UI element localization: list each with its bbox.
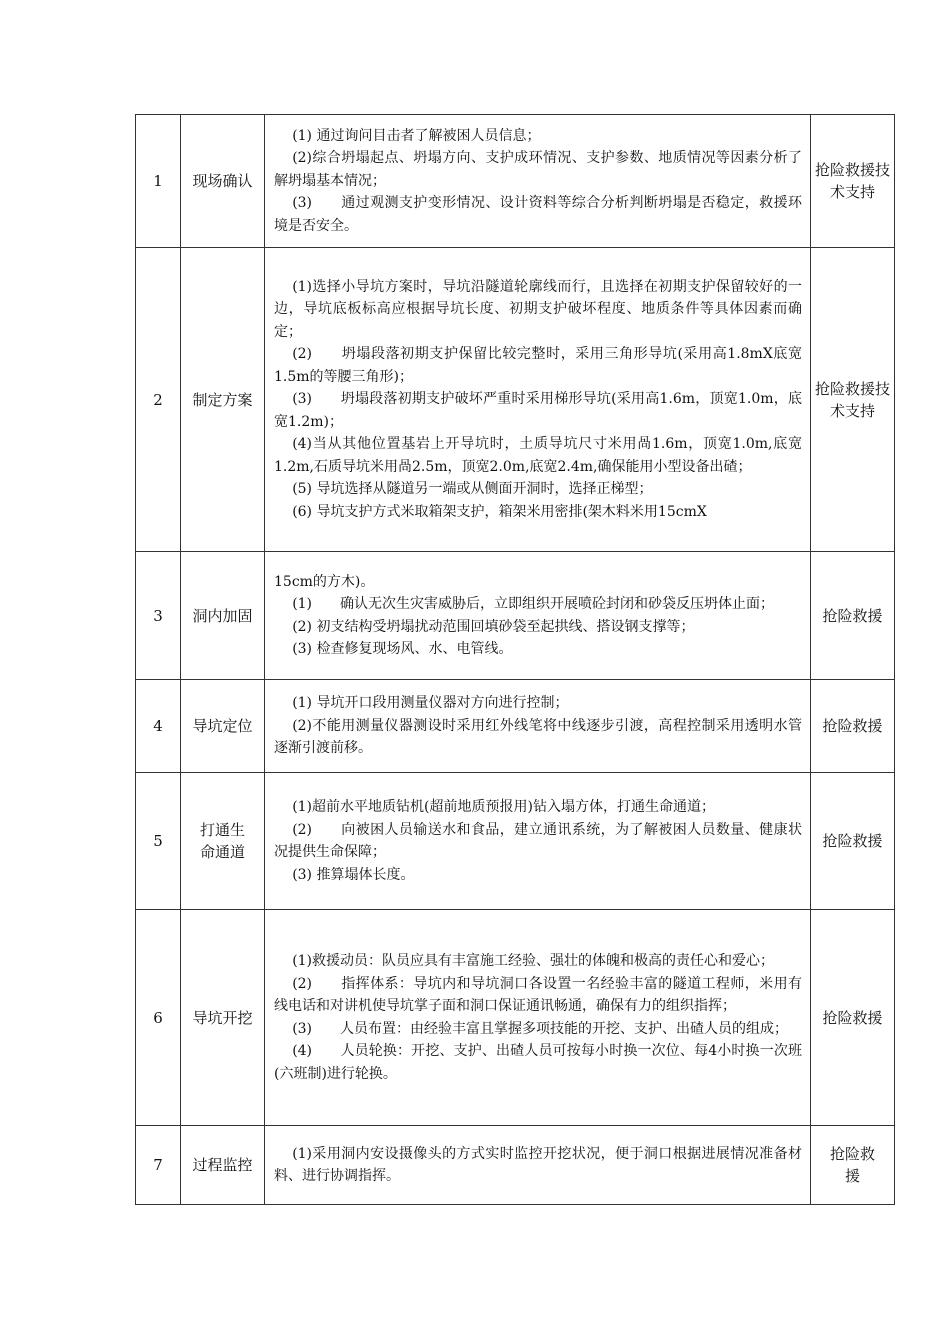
content-line: (2) 指挥体系：导坑内和导坑洞口各设置一名经验丰富的隧道工程师，米用有线电话和对讲机使导坑掌子面和洞口保证通讯畅通，确保有力的组织指挥；: [274, 975, 802, 1014]
content-line: 15cm的方木)。: [274, 573, 375, 590]
row-number: 4: [136, 680, 181, 773]
step-type: 抢险救援: [811, 910, 895, 1126]
table-row: [136, 773, 895, 910]
step-content: [265, 115, 811, 248]
content-line: (2) 向被困人员输送水和食品，建立通讯系统，为了解被困人员数量、健康状况提供生命保障；: [274, 821, 802, 860]
content-line: (6) 导坑支护方式米取箱架支护，箱架米用密排(架木料米用15cmX: [292, 503, 707, 520]
content-line: (1)采用洞内安设摄像头的方式实时监控开挖状况，便于洞口根据进展情况准备材料、进行协调指挥。: [274, 1145, 802, 1184]
step-content: [265, 552, 811, 680]
content-line: (3) 人员布置：由经验丰富且掌握多项技能的开挖、支护、出碴人员的组成；: [292, 1020, 789, 1037]
step-type: 抢险救援技术支持: [811, 115, 895, 248]
step-type: 抢险救援技术支持: [811, 248, 895, 552]
table-row: [136, 910, 895, 1126]
content-line: (1)救援动员：队员应具有丰富施工经验、强壮的体魄和极高的责任心和爱心；: [292, 953, 775, 969]
row-number: 2: [136, 248, 181, 552]
rescue-steps-table: [135, 114, 895, 1205]
content-line: (3) 检查修复现场风、水、电管线。: [292, 641, 513, 657]
step-name: 导坑开挖: [181, 910, 265, 1126]
content-line: (1)超前水平地质钻机(超前地质预报用)钻入塌方体，打通生命通道；: [292, 799, 715, 815]
table-row: [136, 552, 895, 680]
table-row: [136, 115, 895, 248]
row-number: 1: [136, 115, 181, 248]
content-line: (3) 坍塌段落初期支护破坏严重时采用梯形导坑(采用高1.6m，顶宽1.0m，底宽1.2m)；: [274, 391, 802, 430]
table-row: [136, 1126, 895, 1205]
content-line: (2) 坍塌段落初期支护保留比较完整时，采用三角形导坑(采用高1.8mX底宽1.5m的等腰三角形)；: [274, 346, 802, 385]
step-name: 导坑定位: [181, 680, 265, 773]
row-number: 5: [136, 773, 181, 910]
step-content: [265, 680, 811, 773]
content-line: (5) 导坑选择从隧道另一端或从侧面开洞时，选择正梯型；: [292, 481, 653, 498]
step-name: 过程监控: [181, 1126, 265, 1205]
step-type: 抢险救援: [811, 773, 895, 910]
content-line: (4) 人员轮换：开挖、支护、出碴人员可按每小时换一次位、每4小时换一次班(六班制)进行轮换。: [274, 1043, 802, 1082]
step-type: 抢险救援: [811, 680, 895, 773]
content-line: (1) 导坑开口段用测量仪器对方向进行控制；: [292, 695, 569, 712]
step-name: 现场确认: [181, 115, 265, 248]
step-name: 打通生命通道: [181, 773, 265, 910]
step-type: 抢险救援: [811, 1126, 895, 1205]
table-row: [136, 248, 895, 552]
step-type: 抢险救援: [811, 552, 895, 680]
content-line: (3) 推算塌体长度。: [292, 866, 415, 883]
content-line: (2)不能用测量仪器测设时采用红外线笔将中线逐步引渡，高程控制采用透明水管逐渐引渡前移。: [274, 717, 802, 757]
table-row: [136, 680, 895, 773]
content-line: (3) 通过观测支护变形情况、设计资料等综合分析判断坍塌是否稳定，救援环境是否安全。: [274, 195, 802, 234]
step-name: 制定方案: [181, 248, 265, 552]
step-content: [265, 910, 811, 1126]
step-content: [265, 1126, 811, 1205]
content-line: (4)当从其他位置基岩上开导坑时，土质导坑尺寸米用咼1.6m，顶宽1.0m,底宽1.2m,石质导坑米用咼2.5m，顶宽2.0m,底宽2.4m,确保能用小型设备出碴；: [274, 436, 802, 475]
content-line: (1) 确认无次生灾害威胁后，立即组织开展喷砼封闭和砂袋反压坍体止面；: [292, 596, 775, 612]
content-line: (1)选择小导坑方案时，导坑沿隧道轮廓线而行，且选择在初期支护保留较好的一边，导坑底板标高应根据导坑长度、初期支护破坏程度、地质条件等具体因素而确定；: [274, 278, 802, 340]
content-line: (1) 通过询问目击者了解被困人员信息；: [292, 127, 541, 144]
content-line: (2)综合坍塌起点、坍塌方向、支护成环情况、支护参数、地质情况等因素分析了解坍塌基本情况；: [274, 150, 802, 189]
row-number: 3: [136, 552, 181, 680]
step-content: [265, 248, 811, 552]
row-number: 7: [136, 1126, 181, 1205]
content-line: (2) 初支结构受坍塌扰动范围回填砂袋至起拱线、搭设钢支撑等；: [292, 618, 695, 635]
step-content: [265, 773, 811, 910]
row-number: 6: [136, 910, 181, 1126]
step-name: 洞内加固: [181, 552, 265, 680]
